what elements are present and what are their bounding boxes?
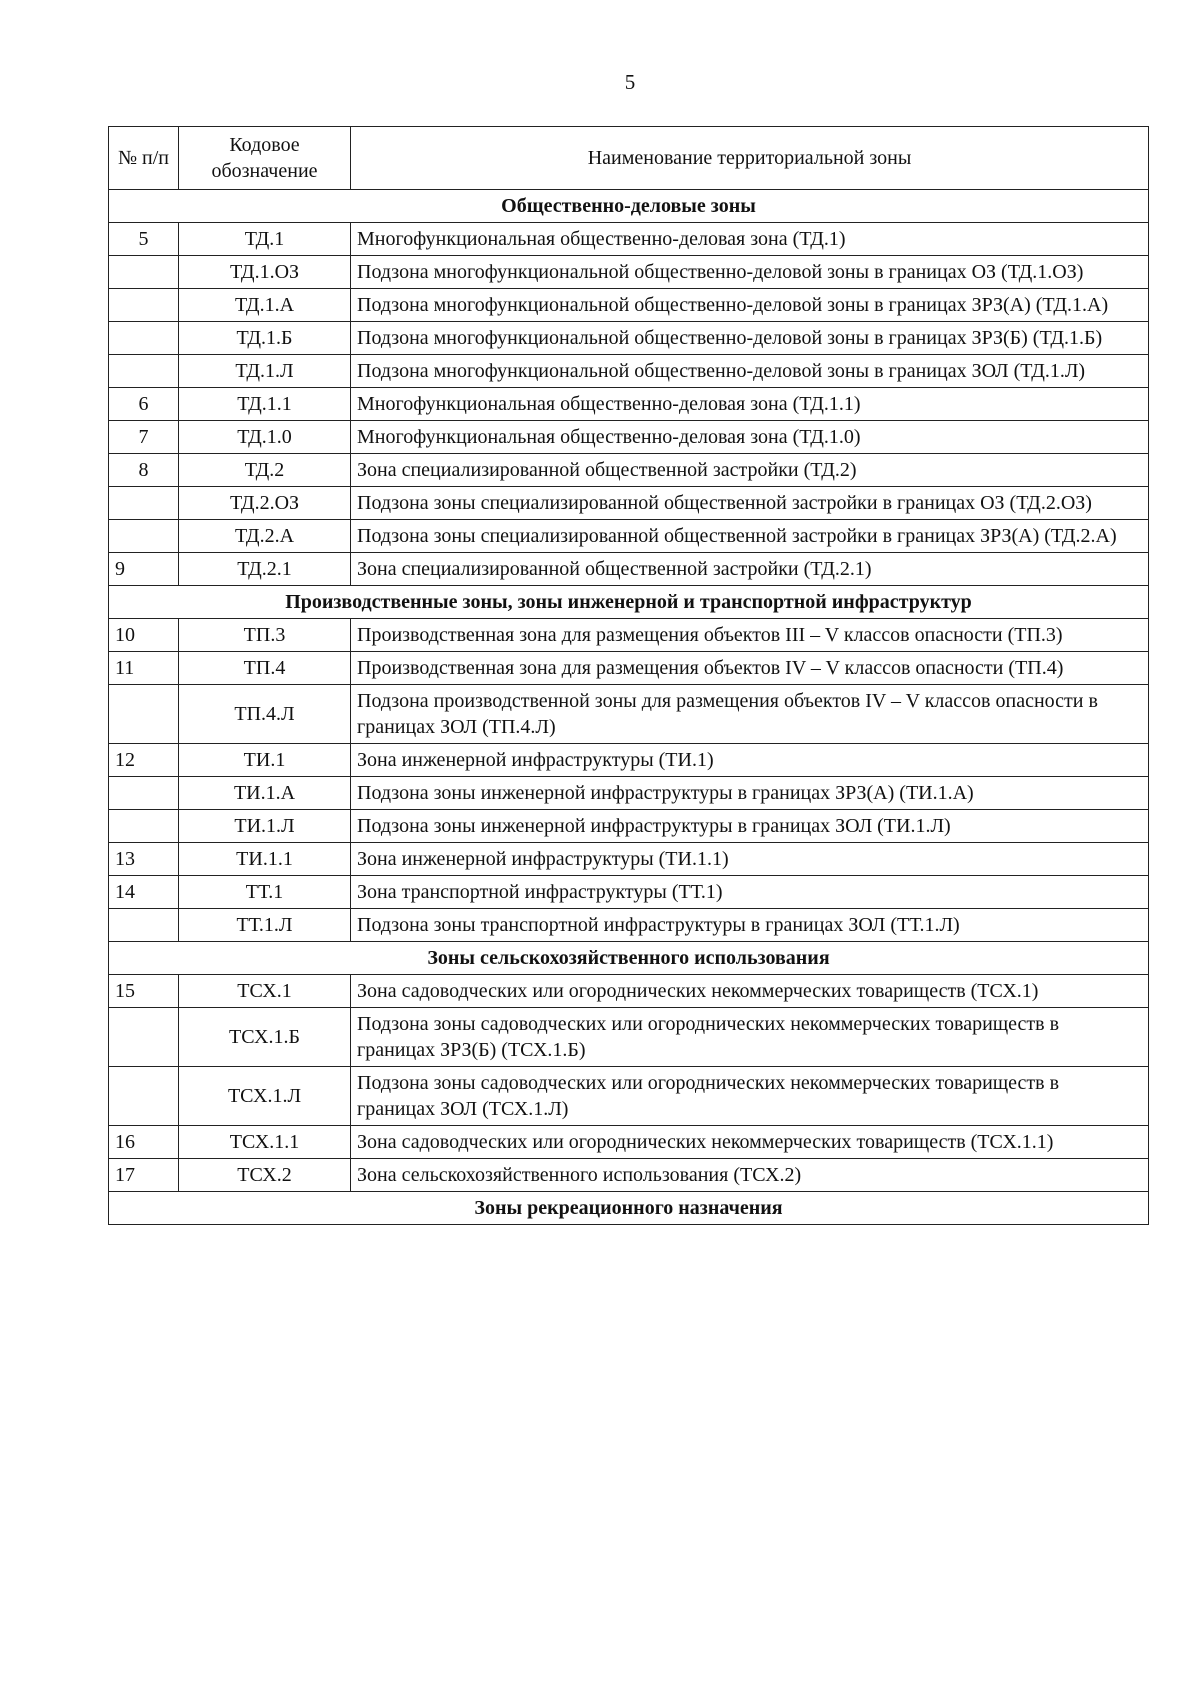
section-title: Производственные зоны, зоны инженерной и транспортной инфраструктур	[109, 586, 1149, 619]
zone-name-cell: Подзона производственной зоны для размещения объектов IV – V классов опасности в границах ЗОЛ (ТП.4.Л)	[351, 685, 1149, 744]
zone-code-cell: ТД.2	[179, 454, 351, 487]
section-title: Зоны сельскохозяйственного использования	[109, 942, 1149, 975]
zone-number-cell	[109, 355, 179, 388]
zone-code-cell: ТСХ.1.1	[179, 1126, 351, 1159]
table-row	[109, 619, 1149, 652]
zone-number-cell: 10	[109, 619, 179, 652]
table-header-row	[109, 127, 1149, 190]
zone-number-cell: 11	[109, 652, 179, 685]
table-row	[109, 652, 1149, 685]
header-code: Кодовое обозначение	[179, 127, 351, 190]
zone-number-cell	[109, 1067, 179, 1126]
section-title: Общественно-деловые зоны	[109, 190, 1149, 223]
zone-name-cell: Подзона зоны инженерной инфраструктуры в границах ЗОЛ (ТИ.1.Л)	[351, 810, 1149, 843]
zone-name-cell: Подзона зоны специализированной общественной застройки в границах ОЗ (ТД.2.ОЗ)	[351, 487, 1149, 520]
zone-code-cell: ТД.1	[179, 223, 351, 256]
zone-name-cell: Подзона зоны садоводческих или огороднических некоммерческих товариществ в границах ЗРЗ(Б) (ТСХ.1.Б)	[351, 1008, 1149, 1067]
zone-name-cell: Зона специализированной общественной застройки (ТД.2)	[351, 454, 1149, 487]
zone-name-cell: Подзона зоны инженерной инфраструктуры в границах ЗРЗ(А) (ТИ.1.А)	[351, 777, 1149, 810]
zone-number-cell: 6	[109, 388, 179, 421]
table-row	[109, 1126, 1149, 1159]
zone-code-cell: ТСХ.1.Л	[179, 1067, 351, 1126]
table-row	[109, 553, 1149, 586]
zone-code-cell: ТСХ.1.Б	[179, 1008, 351, 1067]
zone-code-cell: ТД.1.1	[179, 388, 351, 421]
zone-number-cell: 16	[109, 1126, 179, 1159]
zone-code-cell: ТТ.1.Л	[179, 909, 351, 942]
zone-number-cell	[109, 289, 179, 322]
zone-number-cell	[109, 520, 179, 553]
zone-number-cell: 7	[109, 421, 179, 454]
table-row	[109, 909, 1149, 942]
zone-number-cell: 9	[109, 553, 179, 586]
zone-name-cell: Производственная зона для размещения объектов IV – V классов опасности (ТП.4)	[351, 652, 1149, 685]
table-row	[109, 223, 1149, 256]
table-row	[109, 388, 1149, 421]
zone-code-cell: ТИ.1.А	[179, 777, 351, 810]
table-row	[109, 1159, 1149, 1192]
zone-name-cell: Подзона многофункциональной общественно-деловой зоны в границах ЗРЗ(Б) (ТД.1.Б)	[351, 322, 1149, 355]
zone-number-cell: 12	[109, 744, 179, 777]
table-row	[109, 520, 1149, 553]
table-row	[109, 487, 1149, 520]
zone-number-cell	[109, 777, 179, 810]
zone-name-cell: Подзона многофункциональной общественно-деловой зоны в границах ЗОЛ (ТД.1.Л)	[351, 355, 1149, 388]
table-row	[109, 289, 1149, 322]
zone-code-cell: ТИ.1.1	[179, 843, 351, 876]
zone-name-cell: Подзона зоны транспортной инфраструктуры в границах ЗОЛ (ТТ.1.Л)	[351, 909, 1149, 942]
zones-table	[108, 126, 1149, 1225]
zone-code-cell: ТИ.1	[179, 744, 351, 777]
zone-number-cell	[109, 1008, 179, 1067]
zone-code-cell: ТСХ.1	[179, 975, 351, 1008]
section-header-row	[109, 942, 1149, 975]
zone-code-cell: ТП.4.Л	[179, 685, 351, 744]
zone-code-cell: ТД.2.ОЗ	[179, 487, 351, 520]
zone-number-cell: 8	[109, 454, 179, 487]
zone-number-cell	[109, 909, 179, 942]
zone-number-cell	[109, 256, 179, 289]
zone-code-cell: ТСХ.2	[179, 1159, 351, 1192]
zone-code-cell: ТИ.1.Л	[179, 810, 351, 843]
zone-number-cell: 17	[109, 1159, 179, 1192]
zone-number-cell: 14	[109, 876, 179, 909]
zone-number-cell	[109, 322, 179, 355]
table-row	[109, 876, 1149, 909]
table-row	[109, 843, 1149, 876]
zone-name-cell: Зона транспортной инфраструктуры (ТТ.1)	[351, 876, 1149, 909]
zone-name-cell: Подзона зоны специализированной общественной застройки в границах ЗРЗ(А) (ТД.2.А)	[351, 520, 1149, 553]
header-zone-name: Наименование территориальной зоны	[351, 127, 1149, 190]
table-row	[109, 256, 1149, 289]
zone-code-cell: ТД.1.Б	[179, 322, 351, 355]
zone-code-cell: ТД.2.А	[179, 520, 351, 553]
zone-code-cell: ТП.3	[179, 619, 351, 652]
section-header-row	[109, 190, 1149, 223]
zone-name-cell: Зона инженерной инфраструктуры (ТИ.1)	[351, 744, 1149, 777]
zone-name-cell: Подзона многофункциональной общественно-деловой зоны в границах ОЗ (ТД.1.ОЗ)	[351, 256, 1149, 289]
zone-code-cell: ТД.1.А	[179, 289, 351, 322]
zone-name-cell: Подзона зоны садоводческих или огороднических некоммерческих товариществ в границах ЗОЛ (ТСХ.1.Л)	[351, 1067, 1149, 1126]
table-row	[109, 1008, 1149, 1067]
table-row	[109, 810, 1149, 843]
table-row	[109, 777, 1149, 810]
table-body	[109, 190, 1149, 1225]
zone-name-cell: Многофункциональная общественно-деловая зона (ТД.1)	[351, 223, 1149, 256]
zone-number-cell: 13	[109, 843, 179, 876]
table-row	[109, 1067, 1149, 1126]
zone-name-cell: Подзона многофункциональной общественно-деловой зоны в границах ЗРЗ(А) (ТД.1.А)	[351, 289, 1149, 322]
page-number: 5	[624, 70, 636, 94]
zone-name-cell: Производственная зона для размещения объектов III – V классов опасности (ТП.3)	[351, 619, 1149, 652]
zone-name-cell: Зона инженерной инфраструктуры (ТИ.1.1)	[351, 843, 1149, 876]
zone-code-cell: ТП.4	[179, 652, 351, 685]
zone-number-cell	[109, 487, 179, 520]
zone-name-cell: Зона сельскохозяйственного использования (ТСХ.2)	[351, 1159, 1149, 1192]
section-title: Зоны рекреационного назначения	[109, 1192, 1149, 1225]
header-number: № п/п	[109, 127, 179, 190]
zone-name-cell: Многофункциональная общественно-деловая зона (ТД.1.1)	[351, 388, 1149, 421]
zone-number-cell: 5	[109, 223, 179, 256]
section-header-row	[109, 1192, 1149, 1225]
zone-name-cell: Зона садоводческих или огороднических некоммерческих товариществ (ТСХ.1.1)	[351, 1126, 1149, 1159]
table-row	[109, 685, 1149, 744]
table-row	[109, 975, 1149, 1008]
zone-code-cell: ТД.2.1	[179, 553, 351, 586]
zone-name-cell: Многофункциональная общественно-деловая зона (ТД.1.0)	[351, 421, 1149, 454]
zone-name-cell: Зона садоводческих или огороднических некоммерческих товариществ (ТСХ.1)	[351, 975, 1149, 1008]
table-row	[109, 454, 1149, 487]
zone-code-cell: ТД.1.0	[179, 421, 351, 454]
table-row	[109, 355, 1149, 388]
zone-name-cell: Зона специализированной общественной застройки (ТД.2.1)	[351, 553, 1149, 586]
section-header-row	[109, 586, 1149, 619]
table-row	[109, 744, 1149, 777]
zone-code-cell: ТД.1.ОЗ	[179, 256, 351, 289]
zone-number-cell: 15	[109, 975, 179, 1008]
zone-code-cell: ТД.1.Л	[179, 355, 351, 388]
zone-code-cell: ТТ.1	[179, 876, 351, 909]
zone-number-cell	[109, 685, 179, 744]
table-row	[109, 322, 1149, 355]
table-row	[109, 421, 1149, 454]
zone-number-cell	[109, 810, 179, 843]
